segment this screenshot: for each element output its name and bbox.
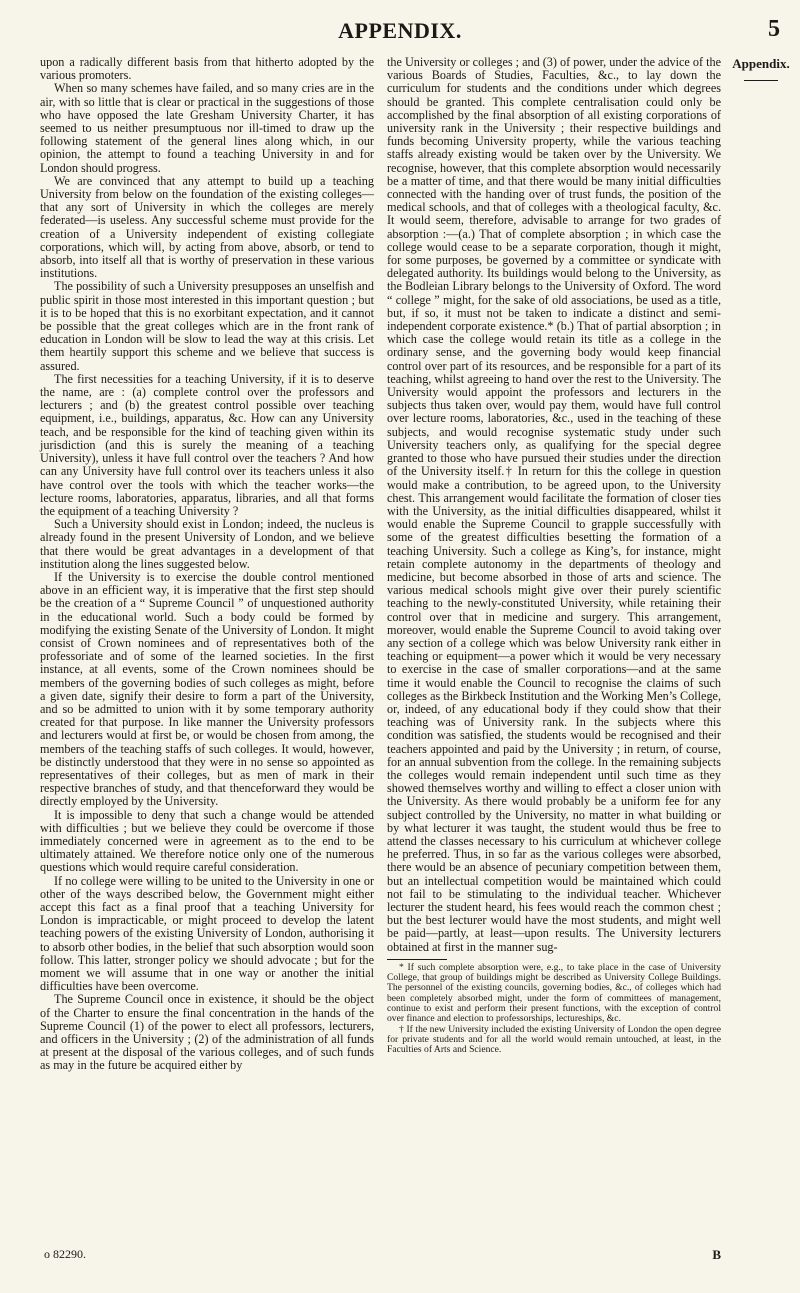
paragraph: upon a radically different basis from that hitherto adopted by the various promoters.	[40, 55, 374, 83]
footnotes	[387, 963, 721, 1056]
right-column	[387, 56, 721, 1055]
page-title: APPENDIX.	[338, 18, 462, 43]
footnote: * If such complete absorption were, e.g., to take place in the case of University College, that group of buildings might be described as University College Buildings. The personnel of the existing councils, governing bodies, &c., of colleges which had been completely absorbed might, under the form of committees of management, continue to exist and perform their present functions, with the exception of control over finance and election to professorships, lectureships, &c.	[387, 961, 721, 1025]
margin-label	[730, 56, 792, 81]
paragraph: We are convinced that any attempt to build up a teaching University from below on the foundation of the existing colleges—that any sort of University in which the colleges are merely federated—is useless. Any successful scheme must provide for the creation of a University independent of existing collegiate corporations, which will, by acting from above, absorb, or tend to absorb, into itself all that is worthy of preservation in these various institutions.	[40, 173, 374, 281]
paragraph: The first necessities for a teaching University, if it is to deserve the name, are : (a) complete control over the professors and lecturers ; and (b) the greatest control possible over teaching equipment, i.e., buildings, apparatus, &c. How can any University teach, and be responsible for the kind of teaching given within its jurisdiction (and this is surely the meaning of a teaching University), unless it have full control over the teachers ? And how can any University have full control over its teachers unless it also have control over the tools with which the teacher works—the lecture rooms, laboratories, apparatus, libraries, and all that forms the equipment of a teaching University ?	[40, 371, 374, 518]
paragraph: If the University is to exercise the double control mentioned above in an efficient way, it is imperative that the first step should be the creation of a “ Supreme Council ” of unquestioned authority in the educational world. Such a body could be formed by modifying the existing Senate of the University of London. It might consist of Crown nominees and of representatives both of the professoriate and of some of the learned societies. In the first instance, at all events, some of the Crown nominees should be members of the governing bodies of such colleges as might, before a given date, signify their desire to form a part of the University, and so be admitted to union with it by some temporary authority created for that purpose. In like manner the University professors and lecturers would at first be, or would be chosen from among, the members of the teaching staffs of such colleges. It would, however, be distinctly understood that they were in no sense so appointed as representatives of their colleges, but as men of mark in their respective branches of study, and that thenceforward they would be directly employed by the University.	[40, 569, 374, 809]
paragraph: It is impossible to deny that such a change would be attended with difficulties ; but we believe they could be overcome if those immediately concerned were in agreement as to the end to be ultimately attained. We therefore notice only one of the numerous questions which would require careful consideration.	[40, 807, 374, 875]
signature-mark: B	[712, 1247, 721, 1262]
paragraph: The Supreme Council once in existence, it should be the object of the Charter to ensure the final concentration in the hands of the Supreme Council (1) of the power to elect all professors, lecturers, and officers in the University ; (2) of the administration of all funds at present at the disposal of the various colleges, and of such funds as may in the future be acquired either by	[40, 992, 374, 1073]
left-column	[40, 56, 374, 1073]
paragraph: The possibility of such a University presupposes an unselfish and public spirit in those most interested in this important question ; but it is to be hoped that this is no exorbitant expectation, and it cannot be possible that the great colleges which are in the front rank of education in London will be slow to lead the way at this crisis. Let them heartily support this scheme and we believe that success is assured.	[40, 279, 374, 373]
margin-rule	[744, 80, 778, 81]
paragraph: When so many schemes have failed, and so many cries are in the air, with so little that is clear or practical in the suggestions of those who have opposed the late Gresham University Charter, it has seemed to us neither presumptuous nor ill-timed to draw up the following statement of the general lines along which, in our opinion, the attempt to found a teaching University in and for London should progress.	[40, 81, 374, 175]
page-number: 5	[768, 16, 780, 42]
margin-label-text: Appendix.	[732, 56, 790, 71]
paragraph: If no college were willing to be united to the University in one or other of the ways described below, the Government might either accept this fact as a final proof that a teaching University for London is impracticable, or might proceed to develop the latent teaching powers of the existing University of London, authorising it to absorb other bodies, in the belief that such absorption would soon follow. This latter, stronger policy we should advocate ; but for the moment we will assume that in one way or another the initial difficulties have been overcome.	[40, 873, 374, 994]
footnote-divider	[387, 959, 447, 960]
print-code: o 82290.	[44, 1247, 86, 1261]
paragraph: Such a University should exist in London; indeed, the nucleus is already found in the present University of London, and we believe that there would be great advantages in a development of that institution along the lines suggested below.	[40, 517, 374, 571]
paragraph: the University or colleges ; and (3) of power, under the advice of the various Boards of Studies, Faculties, &c., to lay down the curriculum for students and the conditions under which degrees should be granted. This complete centralisation could only be accomplished by the final absorption of all existing corporations of university rank in the University ; their respective buildings and funds becoming University property, while the various teaching staffs already existing would be taken over by the University. We recognise, however, that this complete absorption would necessarily be a matter of time, and that there would be many initial difficulties connected with the handing over of trust funds, the position of the medical schools, and that of colleges with a theological faculty, &c. It would seem, therefore, advisable to arrange for two grades of absorption :—(a.) That of complete absorption ; in which case the college would cease to be a separate corporation, though it might, for some purposes, be governed by a committee or syndicate with delegated authority. Its buildings would belong to the University, as the Bodleian Library belongs to the University of Oxford. The word “ college ” might, for the sake of old associations, be used as a title, but, if so, it must not be taken to indicate a distinct and semi-independent corporate existence.* (b.) That of partial absorption ; in which case the college would retain its title as a college in the ordinary sense, and the governing body would keep financial control over part of its resources, and be responsible for a part of its teaching, whilst agreeing to hand over the rest to the University. The University would appoint the professors and lecturers in the subjects thus taken over, would pay them, would have full control over lecture rooms, laboratories, &c., used in the teaching of these subjects, and would recognise systematic study under such University teachers only, as qualifying for the special degree granted to those who have pursued their studies under the direction of the University itself.† In return for this the college in question would make a contribution, to be agreed upon, to the University chest. This arrangement would facilitate the formation of closer ties with the University, as the initial difficulties disappeared, whilst it would enable the Supreme Council to grapple successfully with some of the greatest difficulties besetting the formation of a teaching University. Such a college as King’s, for instance, might retain complete autonomy in the departments of theology and medicine, but become absorbed in those of arts and science. The various medical schools might give over their purely scientific teaching to the newly-constituted University, while retaining their control over that in medicine and surgery. This arrangement, moreover, would enable the Supreme Council to avoid taking over any section of a college which was below University rank either in teaching or equipment—a power which it would be very necessary to exercise in the case of smaller corporations—and at the same time it would enable the Council to recognise the claims of such colleges as the Birkbeck Institution and the Working Men’s College, or, indeed, of any educational body if they could show that their teaching was of University rank. In the subjects where this condition was satisfied, the students would be recognised and their teachers appointed and paid by the University ; in return, of course, for an annual subvention from the college. In the remaining subjects the colleges would remain independent until such time as they showed themselves worthy and willing to effect a closer union with the University. As there would probably be a uniform fee for any subject controlled by the University, no matter in what building or by what lecturer it was taught, the student would thus be free to attend the classes necessary to his curriculum at whichever college he preferred. Thus, in so far as the various colleges were absorbed, there would be an absence of pecuniary competition between them, but an intellectual competition would be maintained which could not fail to be stimulating to the individual teacher. Whichever lecturer the student heard, his fees would reach the common chest ; but the best lecturer would have the most students, and might well be paid—partly, at least—upon results. The University lecturers obtained at first in the manner sug-	[387, 55, 721, 954]
running-head	[0, 16, 800, 46]
footnote: † If the new University included the existing University of London the open degree for private students and for all the world would remain untouched, at least, in the Faculties of Arts and Science.	[387, 1023, 721, 1056]
